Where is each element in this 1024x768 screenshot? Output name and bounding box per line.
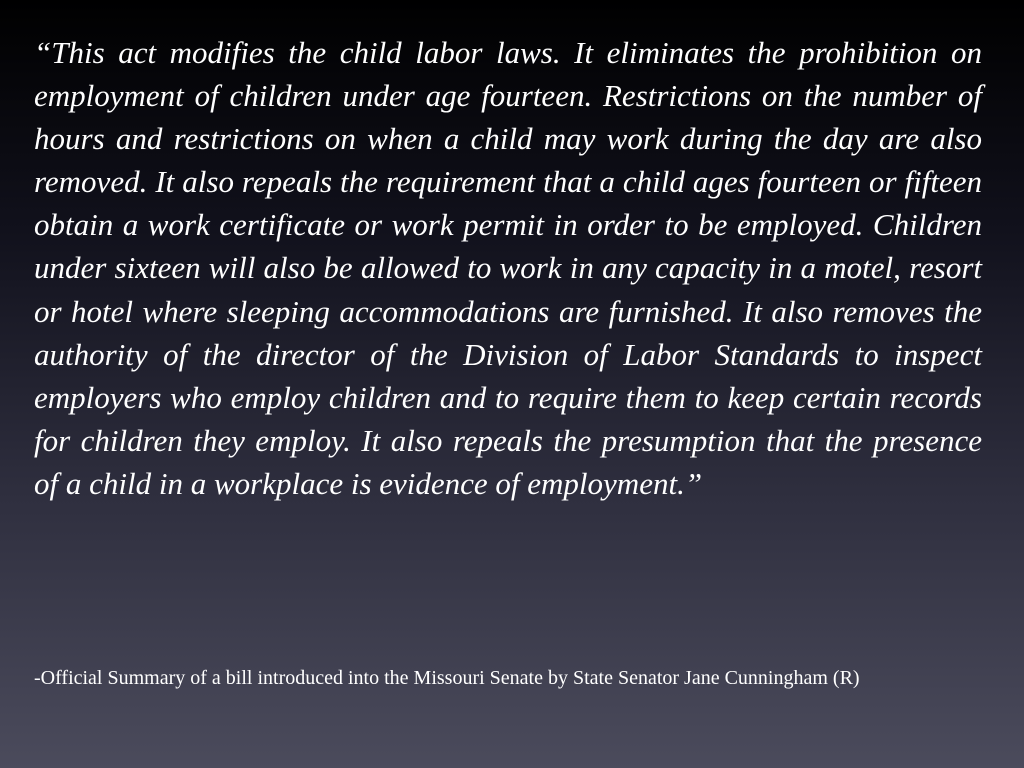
bill-summary-quote: “This act modifies the child labor laws. It eliminates the prohibition on employment of children under age fourteen. Restrictions on the number of hours and restrictions on when a child may work during the day are also removed. It also repeals the requirement that a child ages fourteen or fifteen obtain a work certificate or work permit in order to be employed. Children under sixteen will also be allowed to work in any capacity in a motel, resort or hotel where sleeping accommodations are furnished. It also removes the authority of the director of the Division of Labor Standards to inspect employers who employ children and to require them to keep certain records for children they employ. It also repeals the presumption that the presence of a child in a workplace is evidence of employment.” (34, 35, 982, 501)
quote-attribution: -Official Summary of a bill introduced into the Missouri Senate by State Senator Jane Cunningham (R) (34, 667, 860, 689)
